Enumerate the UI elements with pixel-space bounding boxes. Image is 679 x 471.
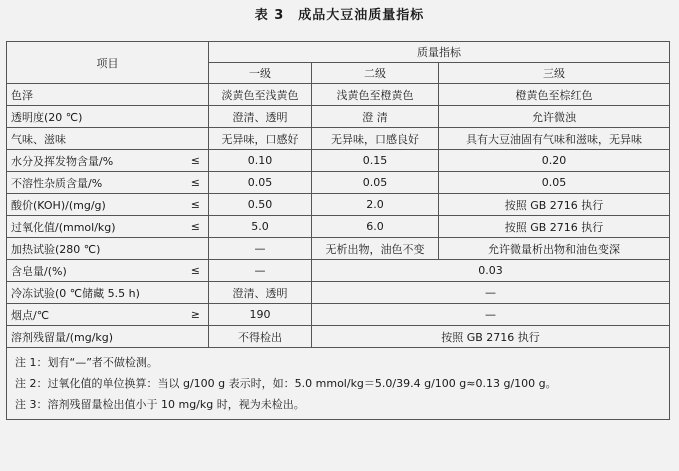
cell-grade-3: 允许微量析出物和油色变深: [439, 238, 670, 260]
table-row: [7, 216, 670, 238]
cell-grade-1: 无异味，口感好: [209, 128, 312, 150]
row-item: 加热试验(280 ℃): [7, 238, 209, 260]
cell-grade-3: 按照 GB 2716 执行: [439, 216, 670, 238]
row-symbol: ≤: [181, 150, 209, 172]
row-item: 色泽: [7, 84, 209, 106]
table-row: [7, 84, 670, 106]
cell-grade-1: 澄清、透明: [209, 282, 312, 304]
cell-grade-1: 0.10: [209, 150, 312, 172]
note-1: 注 1：划有“—”者不做检测。: [15, 356, 158, 369]
header-grade-1: 一级: [209, 63, 312, 84]
header-grade-3: 三级: [439, 63, 670, 84]
row-item: 不溶性杂质含量/%: [7, 172, 181, 194]
row-item: 含皂量/(%): [7, 260, 181, 282]
cell-grade-2-3: 0.03: [312, 260, 670, 282]
table-title: 表 3 成品大豆油质量指标: [254, 8, 425, 23]
row-item: 气味、滋味: [7, 128, 209, 150]
cell-grade-2: 澄 清: [312, 106, 439, 128]
cell-grade-1: 0.50: [209, 194, 312, 216]
cell-grade-2: 2.0: [312, 194, 439, 216]
cell-grade-1: 不得检出: [209, 326, 312, 348]
cell-grade-1: —: [209, 260, 312, 282]
cell-grade-1: —: [209, 238, 312, 260]
table-row: [7, 106, 670, 128]
note-2: 注 2：过氧化值的单位换算：当以 g/100 g 表示时，如：5.0 mmol/kg＝5.0/39.4 g/100 g≈0.13 g/100 g。: [15, 377, 557, 390]
row-symbol: ≥: [181, 304, 209, 326]
header-quality-index: 质量指标: [209, 42, 670, 63]
table-row: [7, 326, 670, 348]
cell-grade-2: 0.15: [312, 150, 439, 172]
header-grade-2: 二级: [312, 63, 439, 84]
cell-grade-3: 0.05: [439, 172, 670, 194]
cell-grade-1: 淡黄色至浅黄色: [209, 84, 312, 106]
table-row: [7, 304, 670, 326]
cell-grade-3: 按照 GB 2716 执行: [439, 194, 670, 216]
cell-grade-1: 5.0: [209, 216, 312, 238]
cell-grade-3: 具有大豆油固有气味和滋味，无异味: [439, 128, 670, 150]
cell-grade-3: 允许微浊: [439, 106, 670, 128]
row-symbol: ≤: [181, 216, 209, 238]
table-row: [7, 282, 670, 304]
row-item: 水分及挥发物含量/%: [7, 150, 181, 172]
row-item: 酸价(KOH)/(mg/g): [7, 194, 181, 216]
cell-grade-2-3: —: [312, 304, 670, 326]
row-symbol: ≤: [181, 260, 209, 282]
cell-grade-2: 0.05: [312, 172, 439, 194]
table-row: [7, 194, 670, 216]
row-symbol: ≤: [181, 194, 209, 216]
header-row: [7, 42, 670, 63]
table-row: [7, 260, 670, 282]
cell-grade-2-3: 按照 GB 2716 执行: [312, 326, 670, 348]
table-row: [7, 172, 670, 194]
cell-grade-2: 无异味，口感良好: [312, 128, 439, 150]
row-symbol: ≤: [181, 172, 209, 194]
table-row: [7, 150, 670, 172]
row-item: 溶剂残留量/(mg/kg): [7, 326, 209, 348]
cell-grade-2-3: —: [312, 282, 670, 304]
row-item: 冷冻试验(0 ℃储藏 5.5 h): [7, 282, 209, 304]
quality-table: [6, 41, 670, 420]
row-item: 烟点/℃: [7, 304, 181, 326]
header-item: 项目: [7, 42, 209, 84]
cell-grade-1: 澄清、透明: [209, 106, 312, 128]
notes-cell: [7, 348, 670, 420]
row-item: 透明度(20 ℃): [7, 106, 209, 128]
table-row: [7, 128, 670, 150]
cell-grade-3: 0.20: [439, 150, 670, 172]
cell-grade-2: 浅黄色至橙黄色: [312, 84, 439, 106]
cell-grade-3: 橙黄色至棕红色: [439, 84, 670, 106]
notes-row: [7, 348, 670, 420]
row-item: 过氧化值/(mmol/kg): [7, 216, 181, 238]
table-row: [7, 238, 670, 260]
cell-grade-2: 6.0: [312, 216, 439, 238]
cell-grade-1: 190: [209, 304, 312, 326]
cell-grade-1: 0.05: [209, 172, 312, 194]
note-3: 注 3：溶剂残留量检出值小于 10 mg/kg 时，视为未检出。: [15, 398, 305, 411]
cell-grade-2: 无析出物，油色不变: [312, 238, 439, 260]
